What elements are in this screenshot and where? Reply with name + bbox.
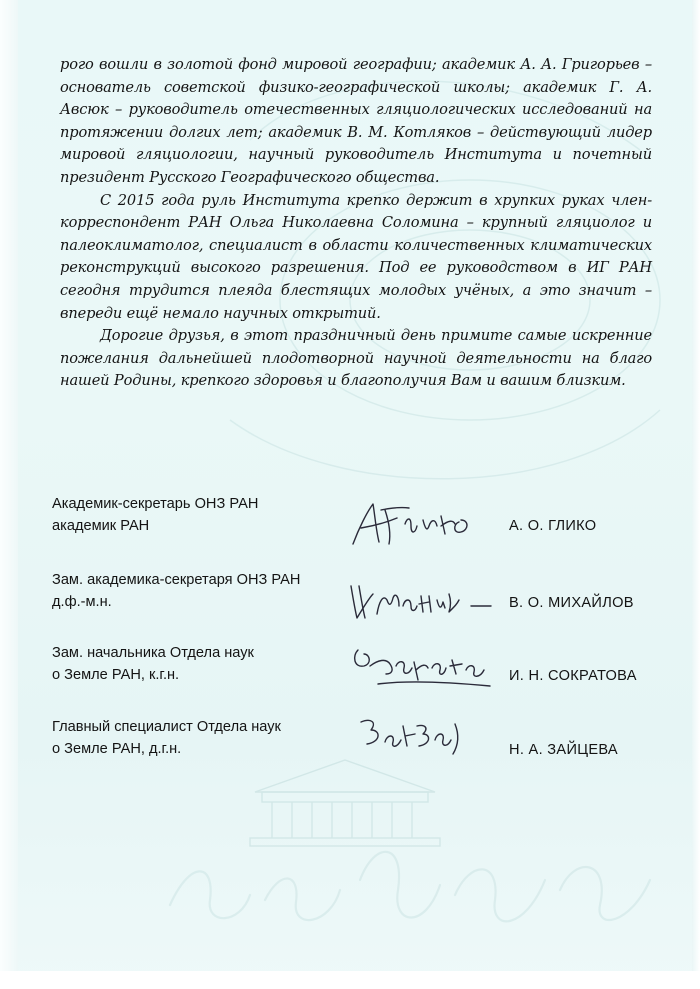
signatory-title-line: академик РАН [52, 518, 150, 534]
signatory-name: Н. А. ЗАЙЦЕВА [509, 742, 618, 758]
signatory-title-line: д.ф.-м.н. [52, 594, 112, 610]
signatory-name: В. О. МИХАЙЛОВ [509, 595, 634, 611]
signatory-title-line: о Земле РАН, д.г.н. [52, 741, 182, 757]
building-watermark [250, 760, 440, 846]
signatory-name: И. Н. СОКРАТОВА [509, 668, 637, 684]
paragraph-continuation: рого вошли в золотой фонд мировой географии; академик А. А. Григорьев – основатель советской физико-географической школы; академик Г. А. Авсюк – руководитель отечественных гляциологических исследований на протяжении долгих лет; академик В. М. Котляков – действующий лидер мировой гляциологии, научный руководитель Института и почетный президент Русского Географического общества. [60, 56, 652, 186]
ornamental-script-watermark [170, 852, 650, 921]
signature-sokratova [348, 640, 498, 692]
signatory-title-line: Академик-секретарь ОНЗ РАН [52, 496, 259, 512]
signatory-title-line: Зам. академика-секретаря ОНЗ РАН [52, 572, 301, 588]
signatory-title-line: Зам. начальника Отдела наук [52, 645, 254, 661]
signature-mikhailov [345, 576, 495, 626]
signature-zaitseva [355, 712, 465, 762]
paper-bottom-edge [0, 971, 700, 989]
paragraph-director: С 2015 года руль Института крепко держит в хрупких руках член-корреспондент РАН Ольга Николаевна Соломина – крупный гляциолог и палеоклиматолог, специалист в области количественных климатических реконструкций высокого разрешения. Под ее руководством в ИГ РАН сегодня трудится плеяда блестящих молодых учёных, а это значит – впереди ещё немало научных открытий. [60, 191, 652, 322]
paragraph-wishes: Дорогие друзья, в этот праздничный день примите самые искренние пожелания дальнейшей плодотворной научной деятельности на благо нашей Родины, крепкого здоровья и благополучия Вам и вашим близким. [60, 327, 652, 390]
signatory-name: А. О. ГЛИКО [509, 518, 597, 534]
signatory-title-line: Главный специалист Отдела наук [52, 719, 281, 735]
signature-gliko [345, 498, 495, 550]
letter-body [60, 54, 652, 393]
signatory-title-line: о Земле РАН, к.г.н. [52, 667, 180, 683]
